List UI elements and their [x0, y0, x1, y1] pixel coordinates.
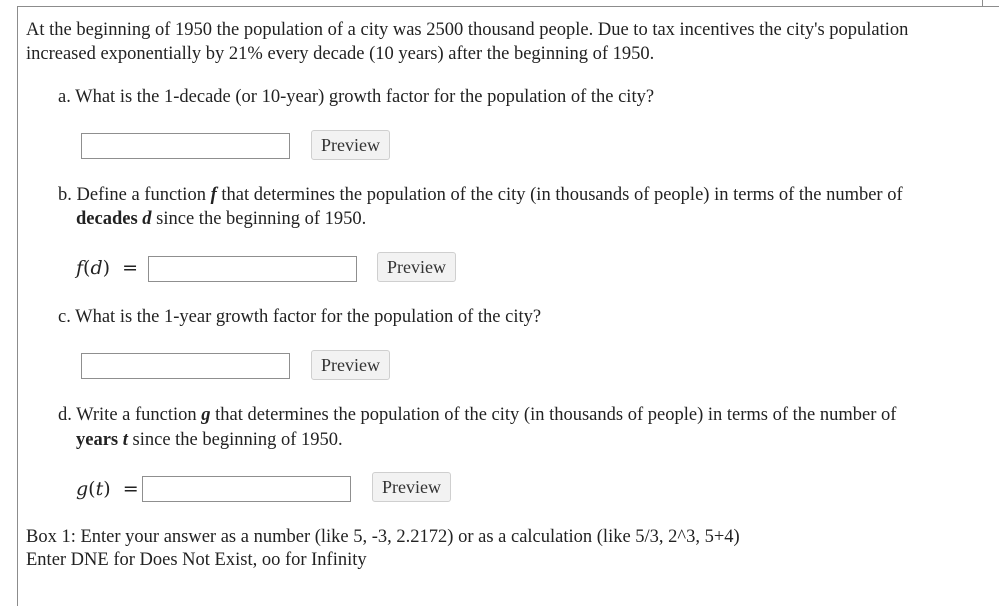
preview-a-button[interactable]: Preview [311, 130, 390, 160]
question-b-decades: decades [76, 209, 138, 229]
func-f-name: f [76, 257, 84, 279]
footer-hint-1: Box 1: Enter your answer as a number (like 5, -3, 2.2172) or as a calculation (like 5/3, 2^3, 5+4) [26, 527, 740, 547]
question-d-prefix: d. Write a function [58, 405, 202, 425]
question-b-line-2 [76, 207, 366, 231]
question-a-prompt: a. What is the 1-decade (or 10-year) growth factor for the population of the city? [58, 87, 655, 107]
question-b-suffix: that determines the population of the city (in thousands of people) in terms of the number of [216, 185, 903, 205]
question-d-line2-suffix: since the beginning of 1950. [127, 430, 343, 450]
question-b-line2-suffix: since the beginning of 1950. [151, 209, 367, 229]
question-d-line-2 [76, 428, 343, 452]
preview-d-button[interactable]: Preview [372, 472, 451, 502]
question-b-var-d: d [142, 209, 152, 229]
question-b-var-f: f [210, 185, 217, 205]
answer-d-input[interactable] [142, 476, 351, 502]
function-g-label: g(t) = [76, 478, 139, 500]
func-g-arg: t [95, 478, 104, 500]
func-g-equals: = [122, 478, 139, 500]
frame-tick [982, 0, 983, 6]
function-f-label: f(d) = [76, 257, 139, 279]
preview-c-button[interactable]: Preview [311, 350, 390, 380]
func-f-equals: = [122, 257, 139, 279]
intro-line-1: At the beginning of 1950 the population of a city was 2500 thousand people. Due to tax incentives the city's population [26, 20, 909, 40]
question-b-prefix: b. Define a function [58, 185, 211, 205]
footer-hint-2: Enter DNE for Does Not Exist, oo for Infinity [26, 550, 367, 570]
preview-b-button[interactable]: Preview [377, 252, 456, 282]
question-d-var-g: g [201, 405, 211, 425]
question-d-var-t: t [122, 430, 128, 450]
intro-line-2: increased exponentially by 21% every decade (10 years) after the beginning of 1950. [26, 44, 655, 64]
func-g-name: g [76, 478, 89, 500]
answer-a-input[interactable] [81, 133, 290, 159]
func-f-arg: d [90, 257, 103, 279]
question-d-line-1 [58, 403, 896, 427]
question-c-prompt: c. What is the 1-year growth factor for the population of the city? [58, 307, 542, 327]
answer-c-input[interactable] [81, 353, 290, 379]
question-b-line-1 [58, 183, 903, 207]
answer-b-input[interactable] [148, 256, 357, 282]
question-d-suffix: that determines the population of the city (in thousands of people) in terms of the number of [210, 405, 897, 425]
question-d-years: years [76, 430, 119, 450]
